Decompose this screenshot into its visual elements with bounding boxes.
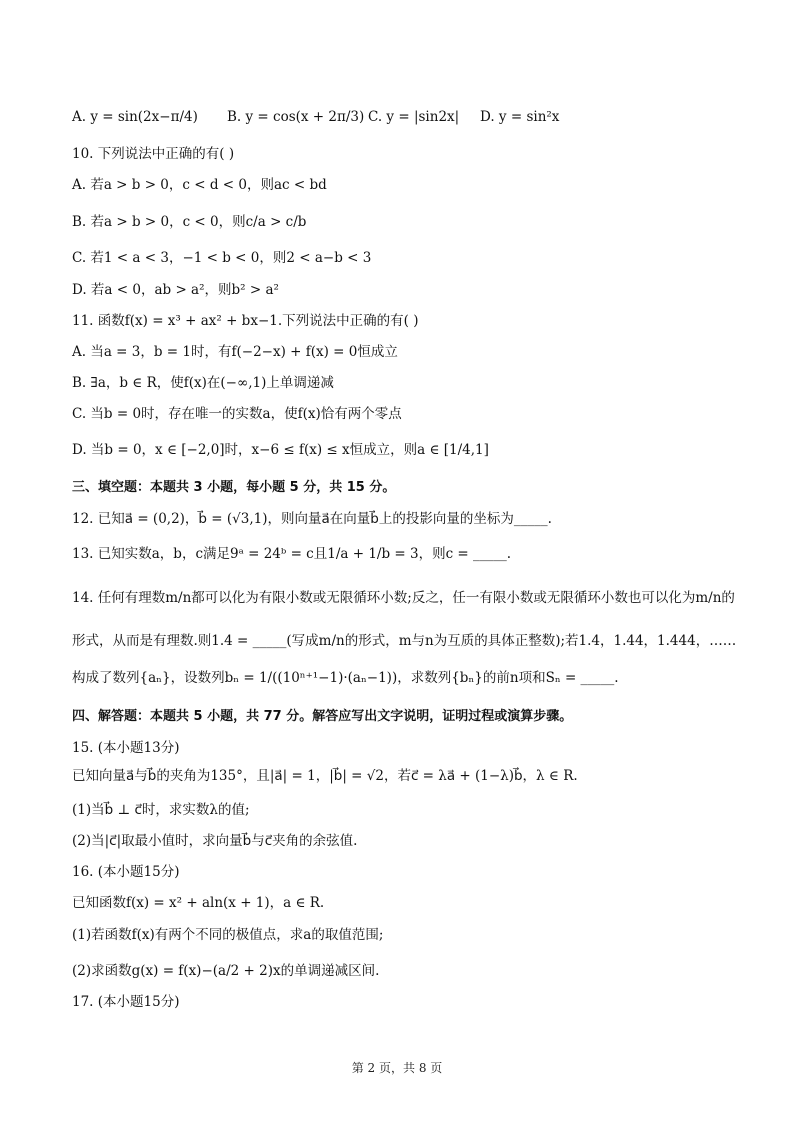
section-heading-solutions: 四、解答题：本题共 5 小题，共 77 分。解答应写出文字说明，证明过程或演算步骤。: [72, 709, 573, 724]
q10-option-b: B. 若a > b > 0，c < 0，则c/a > c/b: [72, 214, 307, 230]
q16-header: 16. (本小题15分): [72, 864, 180, 880]
q11-stem: 11. 函数f(x) = x³ + ax² + bx−1.下列说法中正确的有( ): [72, 313, 419, 329]
q10-option-a: A. 若a > b > 0，c < d < 0，则ac < bd: [72, 177, 327, 193]
q17-header: 17. (本小题15分): [72, 994, 180, 1010]
q16-part-1: (1)若函数f(x)有两个不同的极值点，求a的取值范围;: [72, 927, 384, 943]
q14-text-line-2: 形式，从而是有理数.则1.4 = _____(写成m/n的形式，m与n为互质的具体正整数);若1.4，1.44，1.444，……: [72, 633, 737, 649]
q13-text: 13. 已知实数a，b，c满足9ᵃ = 24ᵇ = c且1/a + 1/b = 3，则c = _____.: [72, 546, 512, 562]
section-heading-fill-in: 三、填空题：本题共 3 小题，每小题 5 分，共 15 分。: [72, 480, 396, 495]
q16-part-2: (2)求函数g(x) = f(x)−(a/2 + 2)x的单调递减区间.: [72, 963, 380, 979]
q9-option-c: C. y = |sin2x|: [368, 109, 460, 125]
q14-text-line-3: 构成了数列{aₙ}，设数列bₙ = 1/((10ⁿ⁺¹−1)·(aₙ−1))，求数列{bₙ}的前n项和Sₙ = _____.: [72, 670, 619, 686]
q11-option-b: B. ∃a，b ∈ R，使f(x)在(−∞,1)上单调递减: [72, 375, 334, 391]
q15-stem: 已知向量a⃗与b⃗的夹角为135°，且|a⃗| = 1，|b⃗| = √2，若c⃗ = λa⃗ + (1−λ)b⃗，λ ∈ R.: [72, 768, 578, 784]
q12-text: 12. 已知a⃗ = (0,2)，b⃗ = (√3,1)，则向量a⃗在向量b⃗上的投影向量的坐标为_____.: [72, 511, 552, 527]
q15-part-1: (1)当b⃗ ⊥ c⃗时，求实数λ的值;: [72, 802, 250, 818]
q9-option-a: A. y = sin(2x−π/4): [72, 109, 198, 125]
q9-option-b: B. y = cos(x + 2π/3): [227, 109, 365, 125]
q10-option-c: C. 若1 < a < 3，−1 < b < 0，则2 < a−b < 3: [72, 250, 372, 266]
q10-option-d: D. 若a < 0，ab > a²，则b² > a²: [72, 282, 279, 298]
q10-stem: 10. 下列说法中正确的有( ): [72, 146, 235, 162]
q11-option-a: A. 当a = 3，b = 1时，有f(−2−x) + f(x) = 0恒成立: [72, 344, 398, 360]
q15-header: 15. (本小题13分): [72, 740, 180, 756]
q15-part-2: (2)当|c⃗|取最小值时，求向量b⃗与c⃗夹角的余弦值.: [72, 833, 358, 849]
q11-option-d: D. 当b = 0，x ∈ [−2,0]时，x−6 ≤ f(x) ≤ x恒成立，则a ∈ [1/4,1]: [72, 442, 489, 458]
q16-stem: 已知函数f(x) = x² + aln(x + 1)，a ∈ R.: [72, 895, 325, 911]
q9-option-d: D. y = sin²x: [480, 109, 560, 125]
q11-option-c: C. 当b = 0时，存在唯一的实数a，使f(x)恰有两个零点: [72, 406, 402, 422]
page-footer: 第 2 页，共 8 页: [351, 1061, 443, 1075]
q14-text-line-1: 14. 任何有理数m/n都可以化为有限小数或无限循环小数;反之，任一有限小数或无限循环小数也可以化为m/n的: [72, 590, 735, 606]
